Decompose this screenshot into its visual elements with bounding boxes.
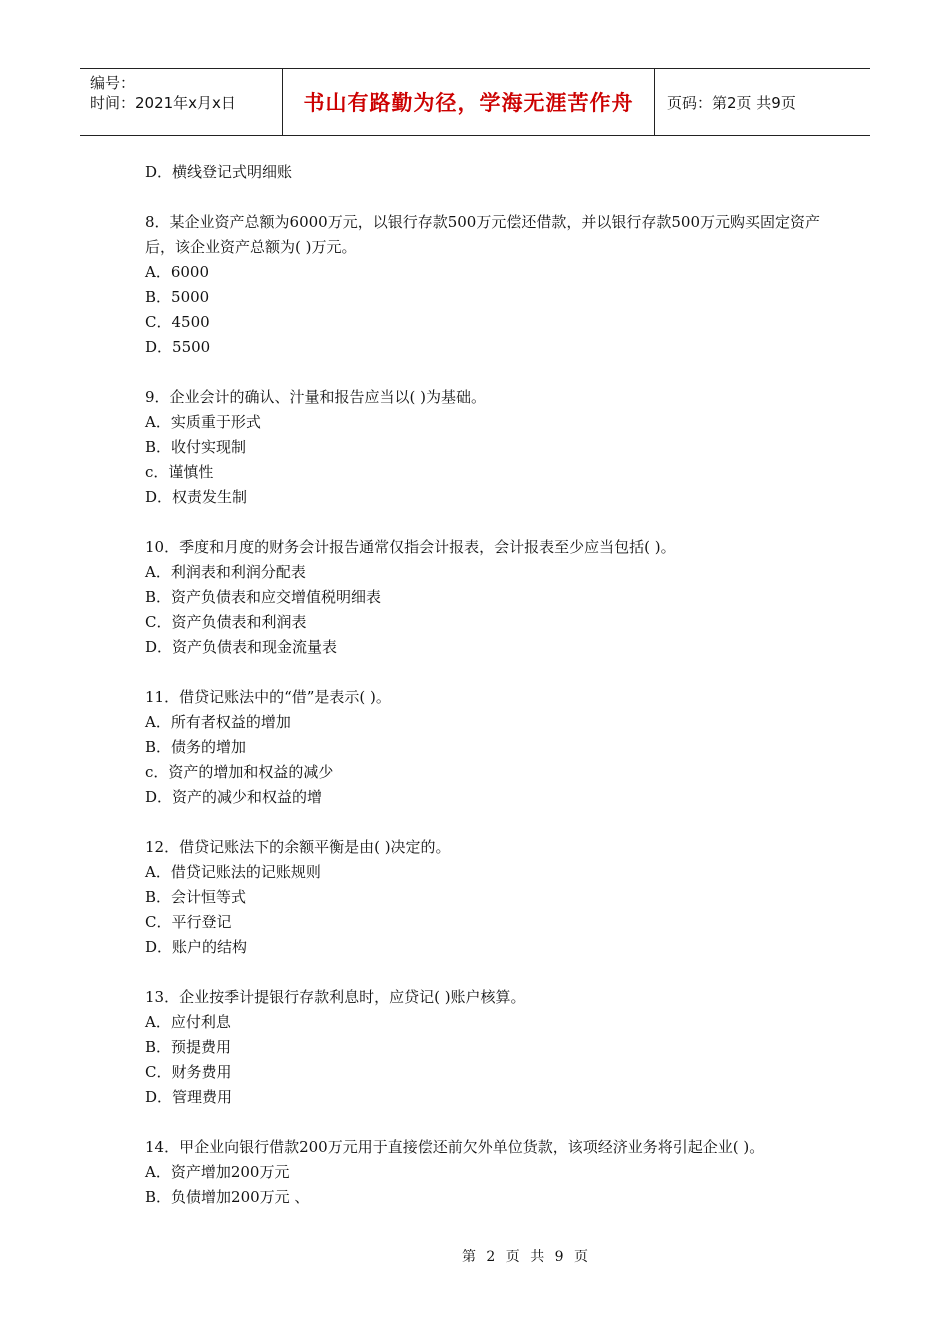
option-b: B．预提费用 — [145, 1038, 232, 1056]
question-9 — [145, 385, 825, 510]
question-stem: 13．企业按季计提银行存款利息时，应贷记( )账户核算。 — [145, 988, 526, 1006]
option-b: B．收付实现制 — [145, 438, 247, 456]
number-label: 编号： — [90, 74, 136, 92]
lead-option: D．横线登记式明细账 — [145, 163, 293, 181]
option-c: c．谨慎性 — [145, 463, 214, 481]
option-c: C．资产负债表和利润表 — [145, 613, 307, 631]
option-d: D．5500 — [145, 338, 211, 356]
option-b: B．5000 — [145, 288, 210, 306]
header-page-info: 页码：第2页 共9页 — [667, 93, 796, 112]
question-stem: 10．季度和月度的财务会计报告通常仅指会计报表，会计报表至少应当包括( )。 — [145, 538, 676, 556]
option-b: B．债务的增加 — [145, 738, 247, 756]
option-d: D．账户的结构 — [145, 938, 248, 956]
question-11 — [145, 685, 825, 810]
question-13 — [145, 985, 825, 1110]
option-a: A．实质重于形式 — [145, 413, 261, 431]
option-a: A．资产增加200万元 — [145, 1163, 290, 1181]
option-c: C．4500 — [145, 313, 210, 331]
question-10 — [145, 535, 825, 660]
question-14 — [145, 1135, 825, 1210]
option-d: D．权责发生制 — [145, 488, 248, 506]
page-footer: 第 2 页 共 9 页 — [461, 1249, 589, 1265]
option-a: A．6000 — [145, 263, 210, 281]
option-b: B．会计恒等式 — [145, 888, 247, 906]
option-a: A．应付利息 — [145, 1013, 231, 1031]
question-stem: 11．借贷记账法中的“借”是表示( )。 — [145, 688, 391, 706]
option-b: B．负债增加200万元 、 — [145, 1188, 310, 1206]
question-stem: 9．企业会计的确认、汁量和报告应当以( )为基础。 — [145, 388, 487, 406]
header-motto: 书山有路勤为径，学海无涯苦作舟 — [282, 69, 655, 135]
option-d: D．资产的减少和权益的增 — [145, 788, 323, 806]
option-a: A．借贷记账法的记账规则 — [145, 863, 321, 881]
document-header — [80, 68, 870, 136]
question-8 — [145, 210, 825, 360]
option-d: D．资产负债表和现金流量表 — [145, 638, 338, 656]
option-a: A．利润表和利润分配表 — [145, 563, 306, 581]
time-label: 时间：2021年x月x日 — [90, 94, 236, 112]
question-stem: 8．某企业资产总额为6000万元，以银行存款500万元偿还借款，并以银行存款500万元购买固定资产后，该企业资产总额为( )万元。 — [145, 213, 820, 256]
question-stem: 14．甲企业向银行借款200万元用于直接偿还前欠外单位货款，该项经济业务将引起企业( )。 — [145, 1138, 765, 1156]
question-12 — [145, 835, 825, 960]
option-a: A．所有者权益的增加 — [145, 713, 291, 731]
option-d: D．管理费用 — [145, 1088, 233, 1106]
question-list — [145, 160, 825, 1210]
header-meta — [80, 69, 282, 135]
question-stem: 12．借贷记账法下的余额平衡是由( )决定的。 — [145, 838, 451, 856]
option-b: B．资产负债表和应交增值税明细表 — [145, 588, 382, 606]
option-c: C．财务费用 — [145, 1063, 232, 1081]
option-c: c．资产的增加和权益的减少 — [145, 763, 334, 781]
option-c: C．平行登记 — [145, 913, 232, 931]
